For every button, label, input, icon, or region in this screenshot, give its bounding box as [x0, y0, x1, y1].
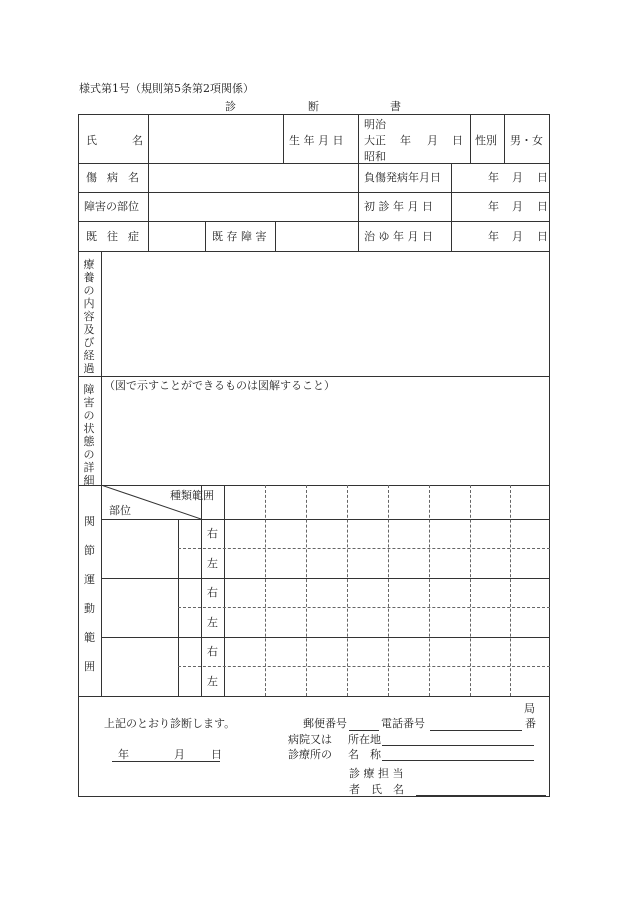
injury-day-unit: 日: [537, 171, 548, 184]
illness-label-char-1: 傷: [86, 171, 97, 184]
col-divider: [451, 163, 452, 251]
doctor-label-line2: 者 氏 名: [349, 783, 404, 796]
disability-detail-label: 障害の状態の詳細: [83, 383, 95, 487]
joint-label-char-1: 関: [84, 515, 95, 528]
row-divider: [78, 251, 550, 252]
col-divider: [504, 114, 505, 163]
hospital-label-line1: 病院又は: [288, 733, 332, 746]
cure-date-label: 治 ゆ 年 月 日: [364, 230, 433, 243]
disability-site-label: 障害の部位: [84, 200, 139, 213]
number-label: 番: [525, 717, 536, 730]
row-divider: [78, 696, 550, 697]
disability-detail-note: （図で示すことができるものは図解すること）: [104, 379, 335, 392]
treatment-label: 療養の内容及び経過: [83, 258, 95, 375]
facility-name-label: 名 称: [348, 748, 381, 761]
phone-label: 電話番号: [381, 717, 425, 730]
col-divider: [205, 221, 206, 251]
col-divider: [101, 251, 102, 696]
cure-month-unit: 月: [512, 230, 523, 243]
joint-sub-divider: [178, 666, 550, 667]
era-taisho: 大正: [364, 134, 386, 147]
injury-month-unit: 月: [512, 171, 523, 184]
col-divider: [470, 114, 471, 163]
first-exam-year-unit: 年: [488, 200, 499, 213]
doctor-name-underline: [416, 795, 546, 796]
joint-grid-line: [347, 485, 348, 696]
date-month-unit: 月: [174, 748, 185, 761]
col-divider: [283, 114, 284, 163]
gender-label: 性別: [475, 134, 497, 147]
birthdate-label: 生 年 月 日: [289, 134, 344, 147]
gender-value: 男・女: [510, 134, 543, 147]
joint-group-divider: [101, 637, 550, 638]
joint-label-char-3: 運: [84, 573, 95, 586]
address-underline: [382, 745, 534, 746]
joint-col-divider: [201, 485, 202, 696]
birth-day-unit: 日: [452, 134, 463, 147]
left-label: 左: [207, 557, 218, 570]
era-meiji: 明治: [364, 118, 386, 131]
injury-year-unit: 年: [488, 171, 499, 184]
col-divider: [358, 114, 359, 251]
hospital-label-line2: 診療所の: [288, 748, 332, 761]
joint-label-char-6: 囲: [84, 660, 95, 673]
era-showa: 昭和: [364, 150, 386, 163]
name-label-char-2: 名: [132, 134, 143, 147]
date-day-unit: 日: [211, 748, 222, 761]
col-divider: [275, 221, 276, 251]
right-label: 右: [207, 527, 218, 540]
phone-underline: [430, 730, 522, 731]
first-exam-month-unit: 月: [512, 200, 523, 213]
illness-label-char-2: 病: [107, 171, 118, 184]
site-label: 部位: [109, 504, 131, 517]
address-label: 所在地: [348, 733, 381, 746]
history-label-char-2: 往: [107, 230, 118, 243]
joint-grid-line: [470, 485, 471, 696]
joint-header-divider: [101, 519, 550, 520]
injury-date-label: 負傷発病年月日: [364, 171, 441, 184]
existing-disability-label: 既 存 障 害: [212, 230, 267, 243]
type-range-label: 種類範囲: [170, 489, 214, 502]
date-underline: [112, 761, 220, 762]
date-year-unit: 年: [118, 748, 129, 761]
col-divider: [148, 221, 149, 251]
joint-grid-line: [306, 485, 307, 696]
joint-grid-line: [388, 485, 389, 696]
col-divider: [148, 114, 149, 221]
right-label: 右: [207, 586, 218, 599]
joint-sub-divider: [178, 548, 550, 549]
joint-grid-line: [265, 485, 266, 696]
diagnosis-statement: 上記のとおり診断します。: [104, 717, 236, 730]
joint-label-char-4: 動: [84, 602, 95, 615]
joint-label-char-5: 範: [84, 631, 95, 644]
title-char-1: 診: [225, 100, 236, 113]
facility-name-underline: [382, 760, 534, 761]
birth-month-unit: 月: [427, 134, 438, 147]
row-divider: [78, 376, 550, 377]
postal-label: 郵便番号: [303, 717, 347, 730]
joint-col-divider: [224, 485, 225, 696]
first-exam-label: 初 診 年 月 日: [364, 200, 433, 213]
cure-day-unit: 日: [537, 230, 548, 243]
history-label-char-3: 症: [128, 230, 139, 243]
illness-label-char-3: 名: [128, 171, 139, 184]
cure-year-unit: 年: [488, 230, 499, 243]
title-char-2: 断: [308, 100, 319, 113]
joint-sub-divider: [178, 607, 550, 608]
joint-label-char-2: 節: [84, 544, 95, 557]
right-label: 右: [207, 645, 218, 658]
joint-grid-line: [510, 485, 511, 696]
name-label-char-1: 氏: [86, 134, 97, 147]
doctor-label-line1: 診 療 担 当: [349, 767, 404, 780]
left-label: 左: [207, 616, 218, 629]
first-exam-day-unit: 日: [537, 200, 548, 213]
history-label-char-1: 既: [86, 230, 97, 243]
left-label: 左: [207, 675, 218, 688]
postal-underline: [349, 730, 379, 731]
form-number: 様式第1号（規則第5条第2項関係）: [79, 82, 254, 95]
joint-group-divider: [101, 578, 550, 579]
bureau-label: 局: [524, 702, 535, 715]
joint-grid-line: [429, 485, 430, 696]
title-char-3: 書: [390, 100, 401, 113]
birth-year-unit: 年: [400, 134, 411, 147]
